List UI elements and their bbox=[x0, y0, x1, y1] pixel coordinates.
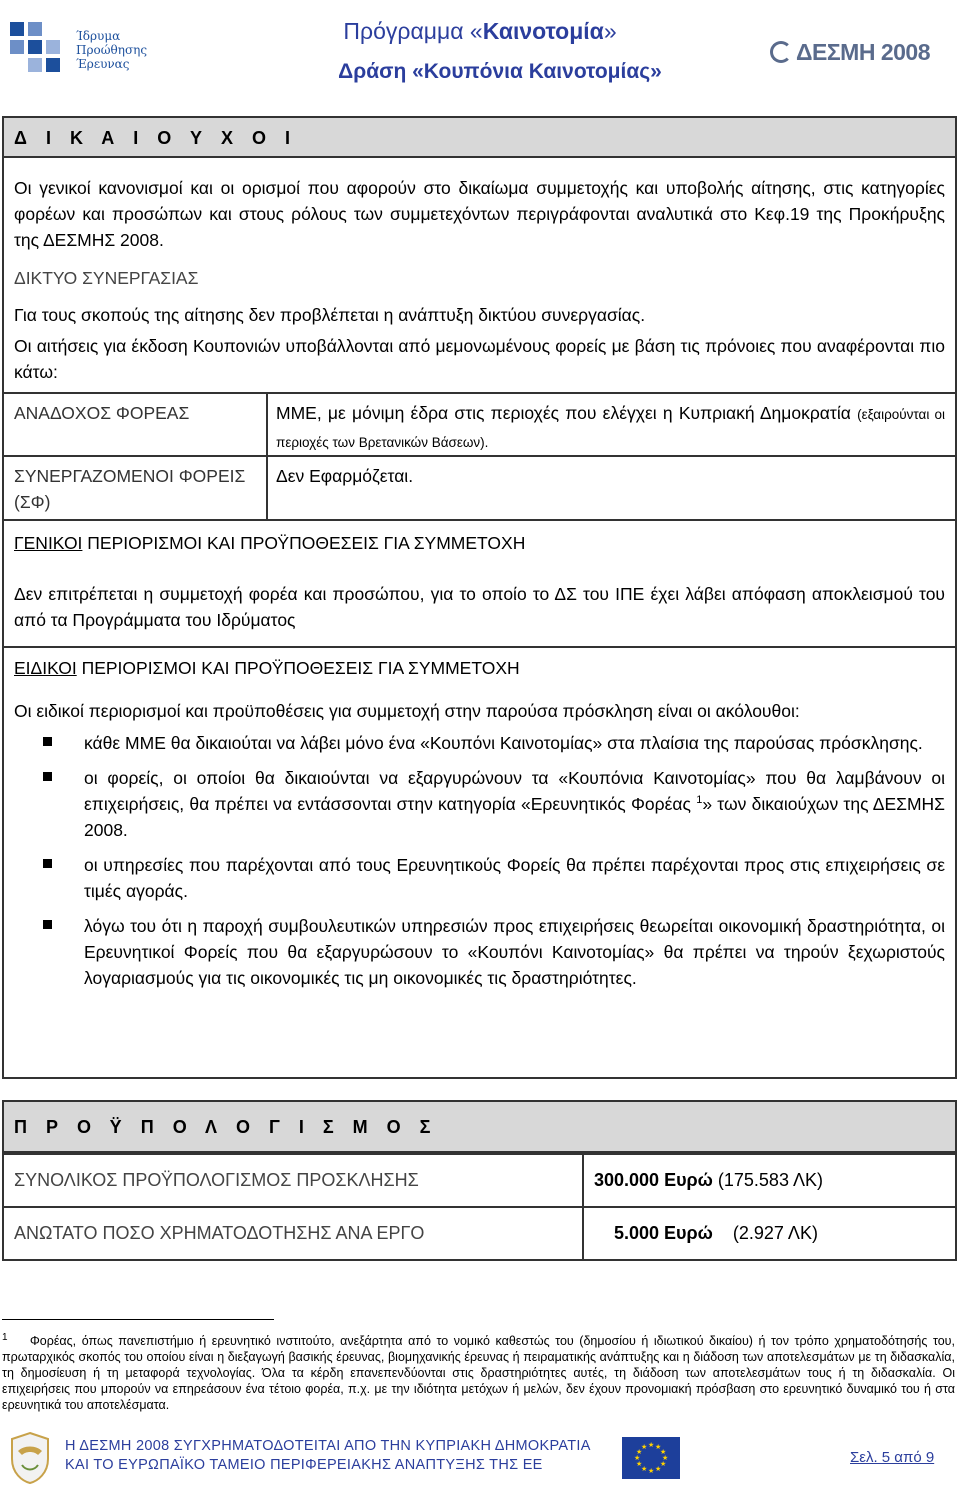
max-funding-label: ΑΝΩΤΑΤΟ ΠΟΣΟ ΧΡΗΜΑΤΟΔΟΤΗΣΗΣ ΑΝΑ ΕΡΓΟ bbox=[4, 1208, 584, 1259]
ipe-logo bbox=[10, 18, 175, 82]
max-funding-row bbox=[4, 1206, 955, 1259]
page-number: Σελ. 5 από 9 bbox=[850, 1449, 935, 1466]
applications-text: Οι αιτήσεις για έκδοση Κουπονιών υποβάλλονται από μεμονωμένους φορείς με βάση τις πρόνοιες που αναφέρονται πιο κάτω: bbox=[14, 336, 945, 382]
page-footer bbox=[0, 1427, 960, 1487]
page-header bbox=[0, 0, 960, 100]
total-budget-value: 300.000 Ευρώ (175.583 ΛΚ) bbox=[594, 1170, 823, 1190]
bullet-square-icon bbox=[43, 859, 52, 868]
ipe-logo-line-3: Έρευνας bbox=[76, 57, 130, 71]
general-title: ΓΕΝΙΚΟΙ ΠΕΡΙΟΡΙΣΜΟΙ ΚΑΙ ΠΡΟΫΠΟΘΕΣΕΙΣ ΓΙΑ ΣΥΜΜΕΤΟΧΗ bbox=[4, 519, 955, 571]
total-budget-label: ΣΥΝΟΛΙΚΟΣ ΠΡΟΫΠΟΛΟΓΙΣΜΟΣ ΠΡΟΣΚΛΗΣΗΣ bbox=[4, 1155, 584, 1206]
host-row bbox=[4, 392, 955, 455]
beneficiaries-section bbox=[2, 116, 957, 1079]
action-subtitle: Δράση «Κουπόνια Καινοτομίας» bbox=[338, 60, 662, 83]
network-title: ΔΙΚΤΥΟ ΣΥΝΕΡΓΑΣΙΑΣ bbox=[14, 268, 199, 288]
footnote-number: 1 bbox=[2, 1331, 8, 1343]
ipe-logo-text bbox=[76, 29, 147, 71]
partners-row bbox=[4, 455, 955, 519]
list-item: οι υπηρεσίες που παρέχονται από τους Ερευνητικούς Φορείς θα πρέπει παρέχονται προς στις επιχειρήσεις σε τιμές αγοράς. bbox=[14, 852, 945, 904]
ipe-logo-line-2: Προώθησης bbox=[76, 43, 148, 57]
max-funding-value: 5.000 Ευρώ (2.927 ΛΚ) bbox=[614, 1223, 818, 1243]
host-label: ΑΝΑΔΟΧΟΣ ΦΟΡΕΑΣ bbox=[4, 394, 268, 455]
ipe-logo-mark-icon bbox=[10, 22, 68, 78]
budget-section bbox=[2, 1100, 957, 1261]
program-title-block bbox=[270, 16, 690, 88]
specific-title: ΕΙΔΙΚΟΙ ΠΕΡΙΟΡΙΣΜΟΙ ΚΑΙ ΠΡΟΫΠΟΘΕΣΕΙΣ ΓΙΑ ΣΥΜΜΕΤΟΧΗ bbox=[4, 646, 955, 688]
footnote-divider bbox=[2, 1319, 274, 1320]
footnote-ref[interactable]: 1 bbox=[696, 794, 703, 807]
cofunding-line-1: Η ΔΕΣΜΗ 2008 ΣΥΓΧΡΗΜΑΤΟΔΟΤΕΙΤΑΙ ΑΠΟ ΤΗΝ ΚΥΠΡΙΑΚΗ ΔΗΜΟΚΡΑΤΙΑ bbox=[65, 1438, 591, 1454]
footnote bbox=[2, 1333, 955, 1413]
cofunding-line-2: ΚΑΙ ΤΟ ΕΥΡΩΠΑΪΚΟ ΤΑΜΕΙΟ ΠΕΡΙΦΕΡΕΙΑΚΗΣ ΑΝΑΠΤΥΞΗΣ ΤΗΣ ΕΕ bbox=[65, 1457, 543, 1473]
list-item: κάθε ΜΜΕ θα δικαιούται να λάβει μόνο ένα «Κουπόνι Καινοτομίας» στα πλαίσια της παρούσας πρόσκλησης. bbox=[14, 730, 945, 756]
list-item: λόγω του ότι η παροχή συμβουλευτικών υπηρεσιών προς επιχειρήσεις θεωρείται οικονομική δραστηριότητα, οι Ερευνητικοί Φορείς που θα εξαργυρώσουν το «Κουπόνι Καινοτομίας» θα πρέπει να τηρούν ξεχωριστούς λογαριασμούς για τις οικονομικές τις μη οικονομικές τις δραστηριότητες. bbox=[14, 913, 945, 991]
cofunding-statement bbox=[65, 1437, 591, 1475]
total-budget-row bbox=[4, 1153, 955, 1206]
bullet-square-icon bbox=[43, 920, 52, 929]
eu-flag-icon: ★ ★ ★ ★ ★ ★ ★ ★ ★ ★ ★ ★ bbox=[622, 1437, 680, 1479]
partners-value: Δεν Εφαρμόζεται. bbox=[276, 466, 414, 486]
ipe-logo-line-1: Ίδρυμα bbox=[76, 29, 121, 43]
beneficiaries-intro: Οι γενικοί κανονισμοί και οι ορισμοί που αφορούν στο δικαίωμα συμμετοχής και υποβολής αίτησης, στις κατηγορίες φορέων και προσώπων και στους ρόλους των συμμετεχόντων περιγράφονται αναλυτικά στο Κεφ.19 της Προκήρυξης της ΔΕΣΜΗΣ 2008. bbox=[14, 178, 945, 250]
cyprus-emblem-icon bbox=[8, 1431, 52, 1485]
bullet-square-icon bbox=[43, 772, 52, 781]
list-item: οι φορείς, οι οποίοι θα δικαιούνται να εξαργυρώνουν τα «Κουπόνια Καινοτομίας» που θα λαμβάνουν οι επιχειρήσεις, θα πρέπει να εντάσσονται στην κατηγορία «Ερευνητικός Φορέας $^1$» των δικαιούχων της ΔΕΣΜΗΣ 2008. bbox=[14, 765, 945, 843]
footnote-text: Φορέας, όπως πανεπιστήμιο ή ερευνητικό ινστιτούτο, ανεξάρτητα από το νομικό καθεστώς του (δημοσίου ή ιδιωτικού δικαίου) ή τον τρόπο χρηματοδότησής του, πρωταρχικός σκοπός του οποίου είναι η διεξαγωγή βασικής έρευνας, βιομηχανικής έρευνας ή πειραματικής ανάπτυξης και η διάδοση των αποτελεσμάτων με τη διδασκαλία, τη δημοσίευση ή τη μεταφορά τεχνολογίας. Όλα τα κέρδη επανεπενδύονται στις δραστηριότητες αυτές, τη διάδοση των αποτελεσμάτων τους ή τη διδασκαλία. Οι επιχειρήσεις που μπορούν να επηρεάσουν ένα τέτοιο φορέα, π.χ. με την ιδιότητα μετόχων ή μελών, δεν έχουν προνομιακή πρόσβαση στο ερευνητικό δυναμικό του ή στα ερευνητικά του αποτελέσματα. bbox=[2, 1334, 955, 1412]
network-text: Για τους σκοπούς της αίτησης δεν προβλέπεται η ανάπτυξη δικτύου συνεργασίας. bbox=[14, 305, 646, 325]
program-title: Πρόγραμμα «Καινοτομία» bbox=[343, 18, 617, 44]
specific-intro: Οι ειδικοί περιορισμοί και προϋποθέσεις για συμμετοχή στην παρούσα πρόσκληση είναι οι ακόλουθοι: bbox=[14, 701, 800, 721]
desmi-logo-text: ΔΕΣΜΗ 2008 bbox=[796, 38, 930, 65]
partners-label: ΣΥΝΕΡΓΑΖΟΜΕΝΟΙ ΦΟΡΕΙΣ (ΣΦ) bbox=[4, 457, 268, 519]
bullet-square-icon bbox=[43, 737, 52, 746]
desmi-logo bbox=[770, 34, 950, 70]
host-value: ΜΜΕ, με μόνιμη έδρα στις περιοχές που ελέγχει η Κυπριακή Δημοκρατία (εξαιρούνται οι περιοχές των Βρετανικών Βάσεων). bbox=[276, 403, 945, 450]
desmi-arc-icon bbox=[770, 41, 792, 63]
beneficiaries-heading: Δ Ι Κ Α Ι Ο Υ Χ Ο Ι bbox=[4, 118, 955, 158]
budget-heading: Π Ρ Ο Ϋ Π Ο Λ Ο Γ Ι Σ Μ Ο Σ bbox=[4, 1102, 955, 1153]
general-text: Δεν επιτρέπεται η συμμετοχή φορέα και προσώπου, για το οποίο το ΔΣ του ΙΠΕ έχει λάβει απόφαση αποκλεισμού του από τα Προγράμματα του Ιδρύματος bbox=[14, 584, 945, 630]
specific-conditions-list bbox=[14, 730, 945, 991]
